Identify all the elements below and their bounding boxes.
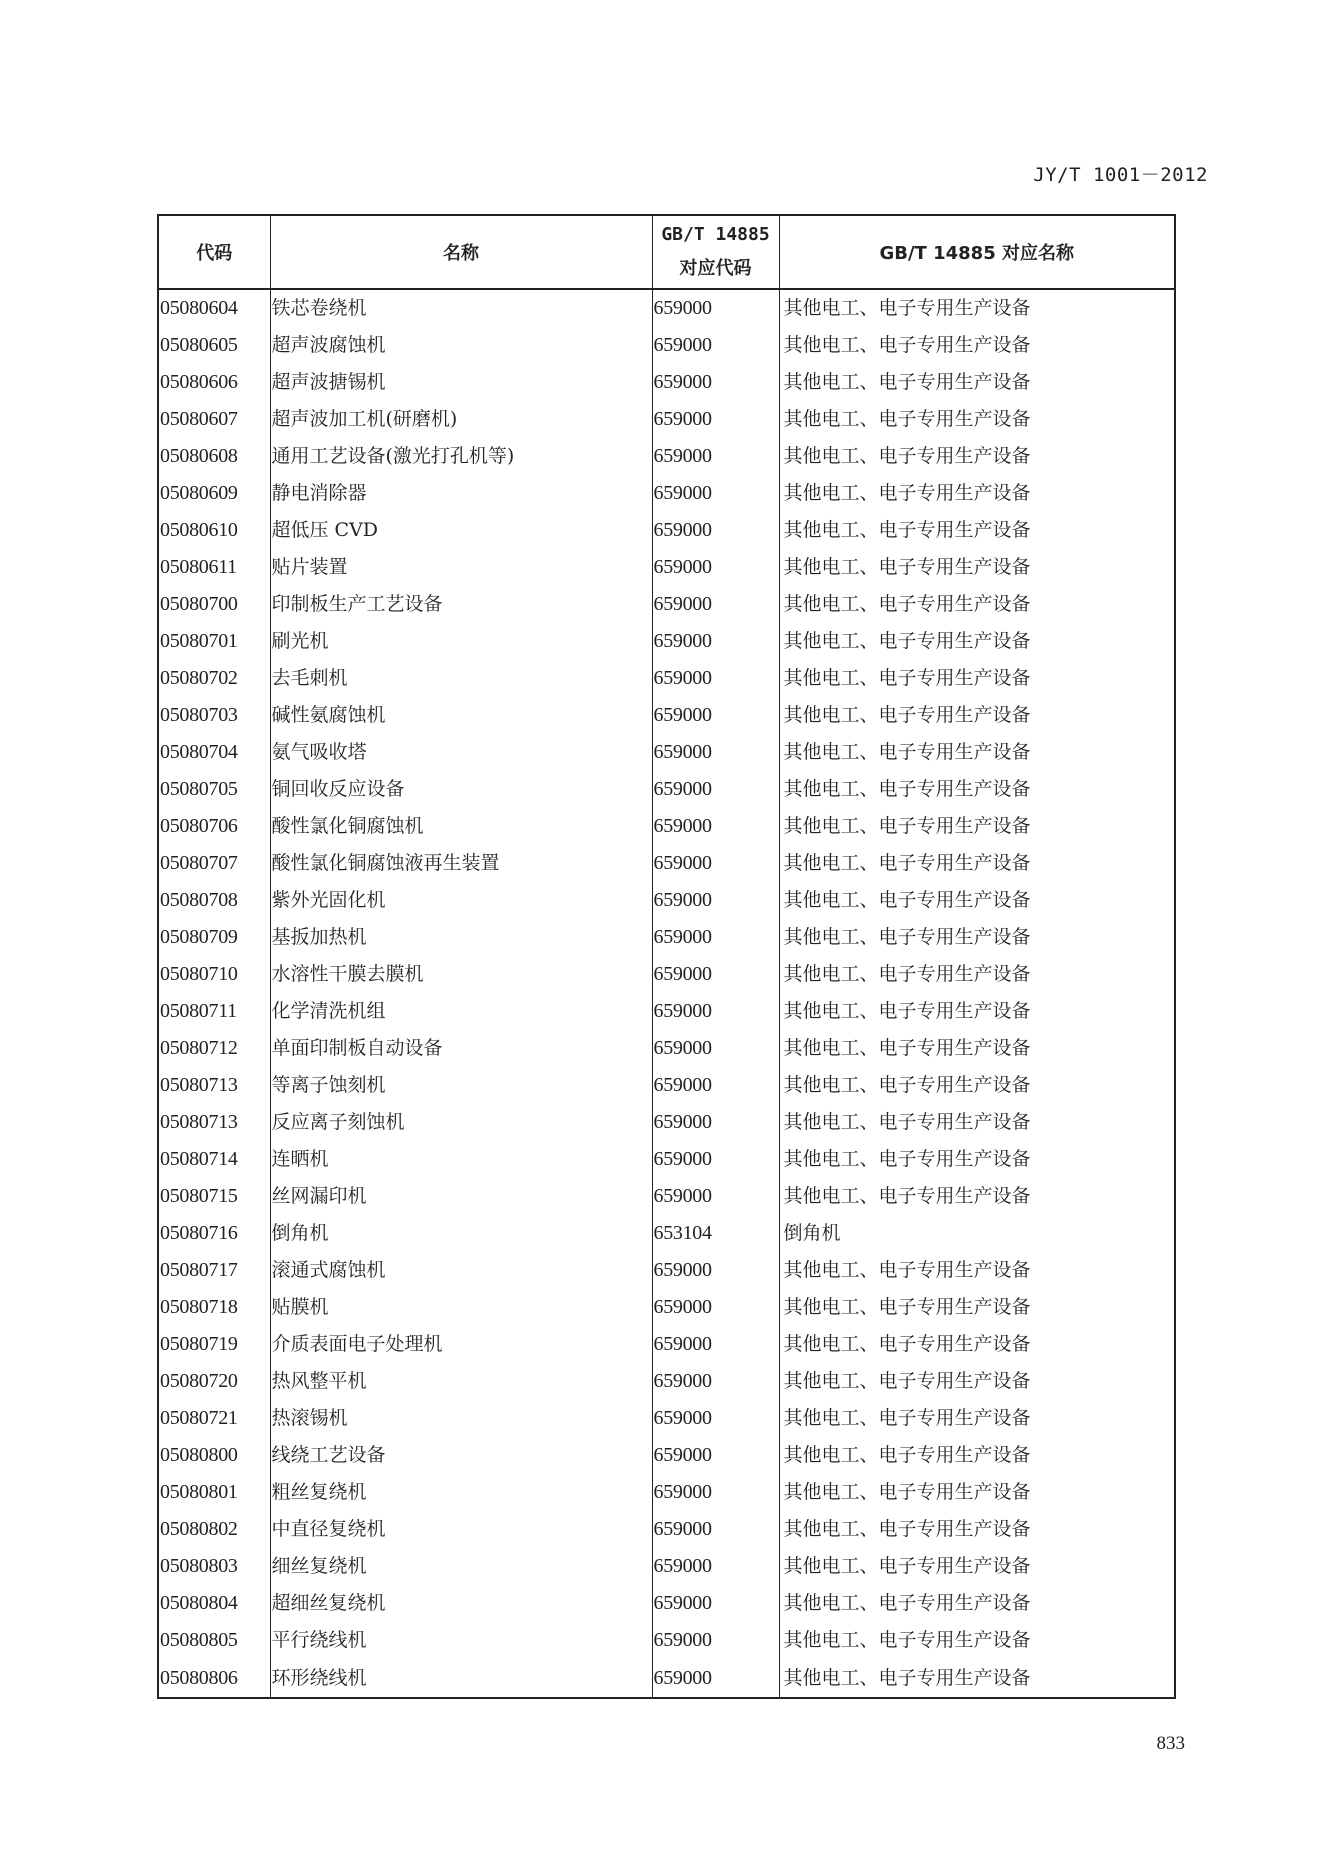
cell-name: 印制板生产工艺设备	[270, 586, 652, 623]
cell-code: 05080700	[158, 586, 270, 623]
column-header-code: 代码	[158, 215, 270, 289]
cell-gb-name: 其他电工、电子专用生产设备	[779, 660, 1175, 697]
table-row	[158, 1437, 1175, 1474]
cell-code: 05080800	[158, 1437, 270, 1474]
cell-gb-name: 其他电工、电子专用生产设备	[779, 1511, 1175, 1548]
standard-code: JY/T 1001－2012	[1033, 164, 1208, 186]
cell-code: 05080806	[158, 1659, 270, 1698]
table-row	[158, 660, 1175, 697]
cell-name: 紫外光固化机	[270, 882, 652, 919]
cell-gb-code: 659000	[652, 512, 779, 549]
table-row	[158, 1511, 1175, 1548]
cell-name: 反应离子刻蚀机	[270, 1104, 652, 1141]
cell-code: 05080703	[158, 697, 270, 734]
table-row	[158, 1215, 1175, 1252]
column-header-gb-name: GB/T 14885 对应名称	[779, 215, 1175, 289]
cell-code: 05080604	[158, 289, 270, 327]
cell-gb-code: 659000	[652, 697, 779, 734]
cell-code: 05080605	[158, 327, 270, 364]
cell-gb-code: 659000	[652, 1252, 779, 1289]
cell-gb-code: 659000	[652, 771, 779, 808]
cell-code: 05080805	[158, 1622, 270, 1659]
cell-code: 05080802	[158, 1511, 270, 1548]
cell-name: 粗丝复绕机	[270, 1474, 652, 1511]
table-row	[158, 623, 1175, 660]
cell-name: 铁芯卷绕机	[270, 289, 652, 327]
cell-name: 酸性氯化铜腐蚀机	[270, 808, 652, 845]
cell-code: 05080721	[158, 1400, 270, 1437]
cell-name: 超声波腐蚀机	[270, 327, 652, 364]
cell-gb-code: 659000	[652, 1548, 779, 1585]
cell-name: 铜回收反应设备	[270, 771, 652, 808]
cell-gb-code: 659000	[652, 993, 779, 1030]
cell-gb-code: 659000	[652, 438, 779, 475]
table-row	[158, 1178, 1175, 1215]
cell-code: 05080712	[158, 1030, 270, 1067]
table-row	[158, 845, 1175, 882]
cell-name: 线绕工艺设备	[270, 1437, 652, 1474]
table-row	[158, 734, 1175, 771]
cell-gb-name: 其他电工、电子专用生产设备	[779, 1289, 1175, 1326]
cell-gb-name: 其他电工、电子专用生产设备	[779, 1141, 1175, 1178]
cell-gb-name: 其他电工、电子专用生产设备	[779, 1622, 1175, 1659]
table-row	[158, 586, 1175, 623]
cell-code: 05080701	[158, 623, 270, 660]
cell-code: 05080720	[158, 1363, 270, 1400]
table-row	[158, 1141, 1175, 1178]
table-row	[158, 697, 1175, 734]
cell-gb-name: 其他电工、电子专用生产设备	[779, 1437, 1175, 1474]
cell-gb-code: 659000	[652, 1030, 779, 1067]
cell-code: 05080713	[158, 1067, 270, 1104]
cell-gb-name: 其他电工、电子专用生产设备	[779, 401, 1175, 438]
cell-code: 05080719	[158, 1326, 270, 1363]
cell-gb-name: 其他电工、电子专用生产设备	[779, 771, 1175, 808]
column-header-name: 名称	[270, 215, 652, 289]
cell-name: 超低压 CVD	[270, 512, 652, 549]
table-row	[158, 475, 1175, 512]
cell-name: 单面印制板自动设备	[270, 1030, 652, 1067]
cell-code: 05080708	[158, 882, 270, 919]
cell-name: 连晒机	[270, 1141, 652, 1178]
table-row	[158, 1585, 1175, 1622]
column-header-gb-code-line2: 对应代码	[679, 258, 752, 279]
cell-gb-code: 659000	[652, 1104, 779, 1141]
cell-gb-name: 其他电工、电子专用生产设备	[779, 882, 1175, 919]
cell-gb-name: 其他电工、电子专用生产设备	[779, 1474, 1175, 1511]
column-header-gb-code-line1: GB/T 14885	[661, 224, 770, 245]
cell-gb-code: 659000	[652, 734, 779, 771]
table-row	[158, 1104, 1175, 1141]
table-row	[158, 364, 1175, 401]
cell-name: 平行绕线机	[270, 1622, 652, 1659]
cell-gb-code: 659000	[652, 401, 779, 438]
cell-gb-code: 653104	[652, 1215, 779, 1252]
cell-gb-code: 659000	[652, 1659, 779, 1698]
table-row	[158, 1474, 1175, 1511]
cell-gb-name: 倒角机	[779, 1215, 1175, 1252]
cell-gb-name: 其他电工、电子专用生产设备	[779, 808, 1175, 845]
cell-code: 05080716	[158, 1215, 270, 1252]
cell-gb-code: 659000	[652, 586, 779, 623]
cell-code: 05080704	[158, 734, 270, 771]
table-row	[158, 993, 1175, 1030]
cell-name: 介质表面电子处理机	[270, 1326, 652, 1363]
cell-gb-name: 其他电工、电子专用生产设备	[779, 549, 1175, 586]
cell-code: 05080709	[158, 919, 270, 956]
table-row	[158, 1400, 1175, 1437]
cell-gb-name: 其他电工、电子专用生产设备	[779, 1067, 1175, 1104]
table-row	[158, 882, 1175, 919]
cell-name: 中直径复绕机	[270, 1511, 652, 1548]
table-row	[158, 1067, 1175, 1104]
cell-gb-name: 其他电工、电子专用生产设备	[779, 1104, 1175, 1141]
table-row	[158, 401, 1175, 438]
cell-code: 05080801	[158, 1474, 270, 1511]
cell-gb-name: 其他电工、电子专用生产设备	[779, 1585, 1175, 1622]
cell-code: 05080718	[158, 1289, 270, 1326]
cell-gb-name: 其他电工、电子专用生产设备	[779, 1659, 1175, 1698]
cell-gb-name: 其他电工、电子专用生产设备	[779, 734, 1175, 771]
cell-name: 化学清洗机组	[270, 993, 652, 1030]
cell-name: 贴膜机	[270, 1289, 652, 1326]
cell-gb-name: 其他电工、电子专用生产设备	[779, 919, 1175, 956]
cell-gb-name: 其他电工、电子专用生产设备	[779, 438, 1175, 475]
cell-gb-name: 其他电工、电子专用生产设备	[779, 956, 1175, 993]
cell-name: 水溶性干膜去膜机	[270, 956, 652, 993]
cell-code: 05080804	[158, 1585, 270, 1622]
cell-code: 05080717	[158, 1252, 270, 1289]
cell-gb-code: 659000	[652, 1067, 779, 1104]
cell-gb-code: 659000	[652, 1363, 779, 1400]
cell-gb-code: 659000	[652, 1585, 779, 1622]
cell-gb-code: 659000	[652, 1437, 779, 1474]
table-row	[158, 1363, 1175, 1400]
cell-gb-code: 659000	[652, 1289, 779, 1326]
cell-gb-code: 659000	[652, 475, 779, 512]
table-row	[158, 438, 1175, 475]
cell-gb-code: 659000	[652, 1326, 779, 1363]
cell-name: 氨气吸收塔	[270, 734, 652, 771]
cell-name: 环形绕线机	[270, 1659, 652, 1698]
table-row	[158, 1622, 1175, 1659]
cell-gb-code: 659000	[652, 1178, 779, 1215]
cell-name: 酸性氯化铜腐蚀液再生装置	[270, 845, 652, 882]
cell-name: 倒角机	[270, 1215, 652, 1252]
cell-code: 05080606	[158, 364, 270, 401]
cell-gb-code: 659000	[652, 327, 779, 364]
cell-name: 超声波加工机(研磨机)	[270, 401, 652, 438]
table-row	[158, 1289, 1175, 1326]
cell-gb-name: 其他电工、电子专用生产设备	[779, 845, 1175, 882]
cell-name: 碱性氨腐蚀机	[270, 697, 652, 734]
table-row	[158, 956, 1175, 993]
table-row	[158, 1326, 1175, 1363]
cell-gb-name: 其他电工、电子专用生产设备	[779, 1326, 1175, 1363]
cell-name: 热滚锡机	[270, 1400, 652, 1437]
cell-name: 通用工艺设备(激光打孔机等)	[270, 438, 652, 475]
cell-code: 05080803	[158, 1548, 270, 1585]
cell-gb-code: 659000	[652, 845, 779, 882]
cell-gb-code: 659000	[652, 882, 779, 919]
cell-code: 05080714	[158, 1141, 270, 1178]
cell-gb-code: 659000	[652, 1622, 779, 1659]
cell-code: 05080705	[158, 771, 270, 808]
table-row	[158, 549, 1175, 586]
table-row	[158, 1030, 1175, 1067]
equipment-code-table-container	[157, 214, 1174, 1699]
cell-name: 去毛刺机	[270, 660, 652, 697]
table-row	[158, 1548, 1175, 1585]
cell-code: 05080710	[158, 956, 270, 993]
cell-gb-name: 其他电工、电子专用生产设备	[779, 1178, 1175, 1215]
cell-gb-name: 其他电工、电子专用生产设备	[779, 1400, 1175, 1437]
cell-gb-code: 659000	[652, 549, 779, 586]
cell-gb-code: 659000	[652, 808, 779, 845]
cell-gb-code: 659000	[652, 1400, 779, 1437]
cell-gb-code: 659000	[652, 1474, 779, 1511]
cell-name: 超细丝复绕机	[270, 1585, 652, 1622]
cell-gb-name: 其他电工、电子专用生产设备	[779, 1252, 1175, 1289]
table-row	[158, 512, 1175, 549]
cell-gb-name: 其他电工、电子专用生产设备	[779, 993, 1175, 1030]
cell-gb-code: 659000	[652, 1141, 779, 1178]
cell-gb-name: 其他电工、电子专用生产设备	[779, 364, 1175, 401]
table-row	[158, 1252, 1175, 1289]
cell-code: 05080713	[158, 1104, 270, 1141]
cell-code: 05080711	[158, 993, 270, 1030]
table-row	[158, 1659, 1175, 1698]
cell-code: 05080609	[158, 475, 270, 512]
cell-gb-name: 其他电工、电子专用生产设备	[779, 327, 1175, 364]
cell-gb-name: 其他电工、电子专用生产设备	[779, 1030, 1175, 1067]
cell-gb-code: 659000	[652, 289, 779, 327]
table-body	[158, 289, 1175, 1698]
cell-gb-name: 其他电工、电子专用生产设备	[779, 475, 1175, 512]
cell-gb-code: 659000	[652, 364, 779, 401]
cell-gb-name: 其他电工、电子专用生产设备	[779, 697, 1175, 734]
cell-name: 滚通式腐蚀机	[270, 1252, 652, 1289]
cell-code: 05080607	[158, 401, 270, 438]
table-header-row	[158, 215, 1175, 289]
cell-name: 超声波搪锡机	[270, 364, 652, 401]
cell-code: 05080702	[158, 660, 270, 697]
cell-code: 05080715	[158, 1178, 270, 1215]
cell-name: 细丝复绕机	[270, 1548, 652, 1585]
table-row	[158, 327, 1175, 364]
cell-gb-code: 659000	[652, 919, 779, 956]
cell-gb-name: 其他电工、电子专用生产设备	[779, 586, 1175, 623]
cell-code: 05080611	[158, 549, 270, 586]
cell-gb-name: 其他电工、电子专用生产设备	[779, 623, 1175, 660]
cell-gb-name: 其他电工、电子专用生产设备	[779, 512, 1175, 549]
cell-gb-code: 659000	[652, 660, 779, 697]
cell-code: 05080706	[158, 808, 270, 845]
cell-gb-name: 其他电工、电子专用生产设备	[779, 1363, 1175, 1400]
cell-code: 05080608	[158, 438, 270, 475]
page-number: 833	[1156, 1733, 1185, 1754]
cell-gb-code: 659000	[652, 623, 779, 660]
equipment-code-table	[157, 214, 1176, 1699]
table-row	[158, 289, 1175, 327]
table-row	[158, 771, 1175, 808]
cell-name: 基扳加热机	[270, 919, 652, 956]
column-header-gb-code	[652, 215, 779, 289]
cell-code: 05080610	[158, 512, 270, 549]
cell-gb-code: 659000	[652, 1511, 779, 1548]
table-header	[158, 215, 1175, 289]
cell-gb-name: 其他电工、电子专用生产设备	[779, 289, 1175, 327]
cell-name: 静电消除器	[270, 475, 652, 512]
cell-code: 05080707	[158, 845, 270, 882]
cell-name: 热风整平机	[270, 1363, 652, 1400]
cell-name: 贴片装置	[270, 549, 652, 586]
table-row	[158, 919, 1175, 956]
cell-name: 丝网漏印机	[270, 1178, 652, 1215]
cell-name: 等离子蚀刻机	[270, 1067, 652, 1104]
cell-name: 刷光机	[270, 623, 652, 660]
table-row	[158, 808, 1175, 845]
cell-gb-code: 659000	[652, 956, 779, 993]
cell-gb-name: 其他电工、电子专用生产设备	[779, 1548, 1175, 1585]
